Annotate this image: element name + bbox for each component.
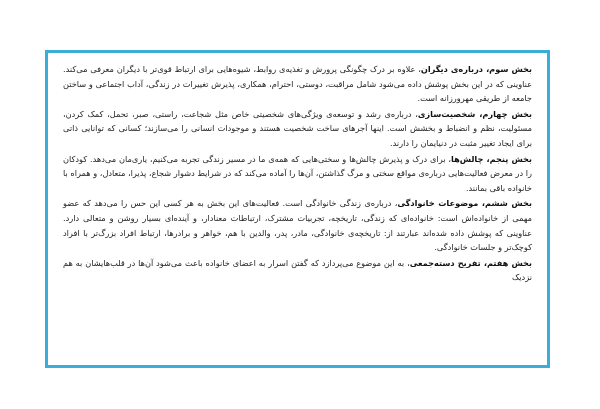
page-frame: [45, 50, 550, 368]
section-7-text: ، به این موضوع می‌پردازد که گفتن اسرار به اعضای خانواده باعث می‌شود آن‌ها در قلب‌هایشان به هم نزدیک: [63, 257, 532, 283]
document-body: [63, 62, 532, 286]
section-4-paragraph: [63, 107, 532, 151]
section-5-paragraph: [63, 152, 532, 196]
section-3-paragraph: [63, 62, 532, 106]
section-6-text: ، درباره‌ی زندگی خانوادگی است. فعالیت‌های این بخش به هر کسی این حس را می‌دهد که عضو مهمی از خانواده‌اش است: خانواده‌ای که زندگی، تاریخچه، تجربیات مشترک، ارتباطات معنادار، و آینده‌ای بسیار روشن و متعالی دارد. عناوینی که پوشش داده شده‌اند عبارتند از: تاریخچه‌ی خانوادگی، مادر، پدر، والدین با هم، خواهر و برادرها، ارتباط افراد بزرگ‌تر با افراد کوچک‌تر و جلسات خانوادگی.: [63, 198, 532, 253]
section-5-heading: بخش پنجم، چالش‌ها: [451, 153, 532, 164]
section-3-text: ، علاوه بر درک چگونگی پرورش و تغذیه‌ی روابط، شیوه‌هایی برای ارتباط قوی‌تر با دیگران معرفی می‌کند. عناوینی که در این بخش پوشش داده می‌شود شامل مراقبت، دوستی، احترام، همکاری، پذیرش تغییرات در زندگی، آداب اجتماعی و ساختن جامعه از طریقی مهرورزانه است.: [63, 64, 532, 104]
section-7-paragraph: [63, 256, 532, 285]
section-5-text: ، برای درک و پذیرش چالش‌ها و سختی‌هایی که همه‌ی ما در مسیر زندگی تجربه می‌کنیم، یاری‌مان می‌دهد. کودکان را در معرض فعالیت‌هایی درباره‌ی مواقع سختی و مرگ گذاشتن، آن‌ها را آماده می‌کند که در شرایط دشوار شجاع، پذیرا، متعادل، و همراه با خانواده باقی بمانند.: [63, 153, 532, 193]
section-7-heading: بخش هفتم، تفریح دسته‌جمعی: [409, 257, 532, 268]
section-4-text: ، درباره‌ی رشد و توسعه‌ی ویژگی‌های شخصیتی خاص مثل شجاعت، راستی، صبر، تحمل، کمک کردن، مسئولیت، نظم و انضباط و بخشش است. اینها آجرهای ساخت شخصیت هستند و موجودات انسانی را می‌سازند؛ کسانی که توانایی ذاتی برای ایجاد تغییر مثبت در دنیایمان را دارند.: [63, 108, 532, 148]
section-6-paragraph: [63, 196, 532, 254]
section-4-heading: بخش چهارم، شخصیت‌سازی: [417, 108, 533, 119]
section-6-heading: بخش ششم، موضوعات خانوادگی: [397, 198, 532, 209]
section-3-heading: بخش سوم، درباره‌ی دیگران: [420, 64, 532, 74]
